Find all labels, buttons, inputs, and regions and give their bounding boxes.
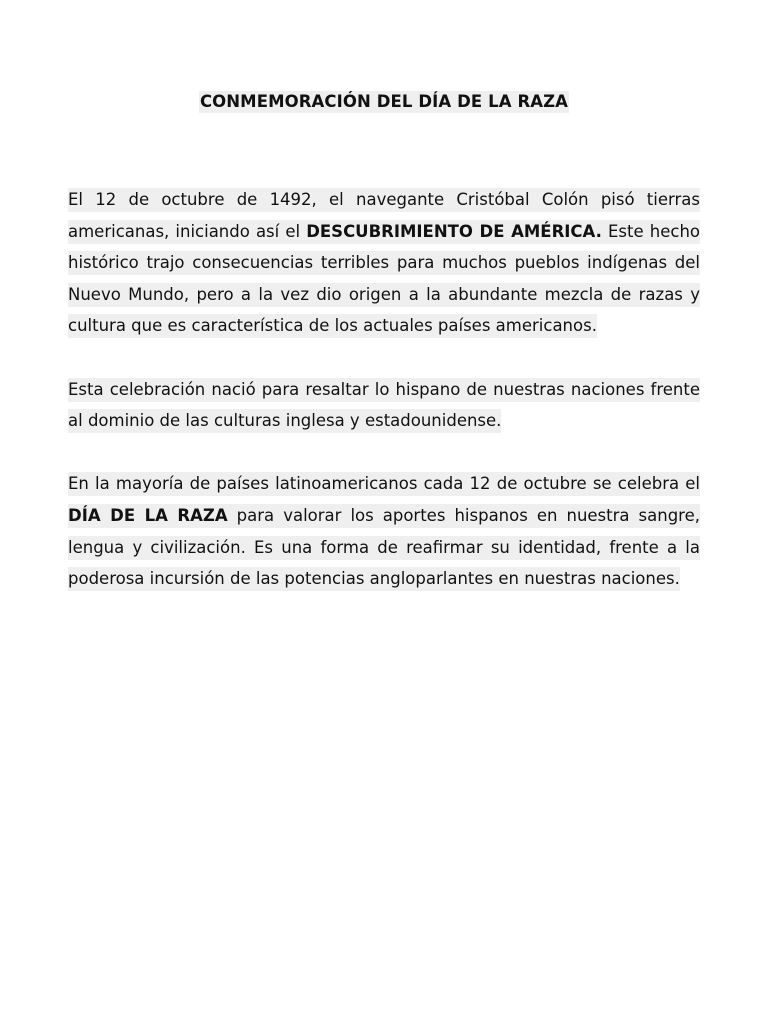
document-title: CONMEMORACIÓN DEL DÍA DE LA RAZA — [199, 92, 569, 111]
paragraph-3 — [68, 468, 700, 594]
paragraph-1 — [68, 184, 700, 342]
document-body — [68, 184, 700, 626]
paragraph-1-bold: DESCUBRIMIENTO DE AMÉRICA. — [306, 221, 602, 241]
paragraph-1-text-a: El 12 de octubre de 1492, el navegante Cristóbal Colón pisó tierras americanas, iniciando así el — [68, 190, 700, 241]
title-block — [0, 92, 768, 111]
paragraph-3-highlight — [68, 472, 700, 591]
paragraph-1-text-b: Este hecho histórico trajo consecuencias terribles para muchos pueblos indígenas del Nuevo Mundo, pero a la vez dio origen a la abundante mezcla de razas y cultura que es característica de los actuales países americanos. — [68, 221, 700, 336]
paragraph-2 — [68, 374, 700, 437]
paragraph-3-text-b: para valorar los aportes hispanos en nuestra sangre, lengua y civilización. Es una forma de reafirmar su identidad, frente a la poderosa incursión de las potencias angloparlantes en nuestras naciones. — [68, 505, 700, 589]
paragraph-1-highlight — [68, 188, 700, 338]
paragraph-2-text: Esta celebración nació para resaltar lo hispano de nuestras naciones frente al dominio de las culturas inglesa y estadounidense. — [68, 379, 700, 431]
paragraph-3-text-a: En la mayoría de países latinoamericanos cada 12 de octubre se celebra el — [68, 474, 700, 494]
paragraph-3-bold: DÍA DE LA RAZA — [68, 505, 228, 525]
paragraph-2-highlight — [68, 378, 700, 434]
